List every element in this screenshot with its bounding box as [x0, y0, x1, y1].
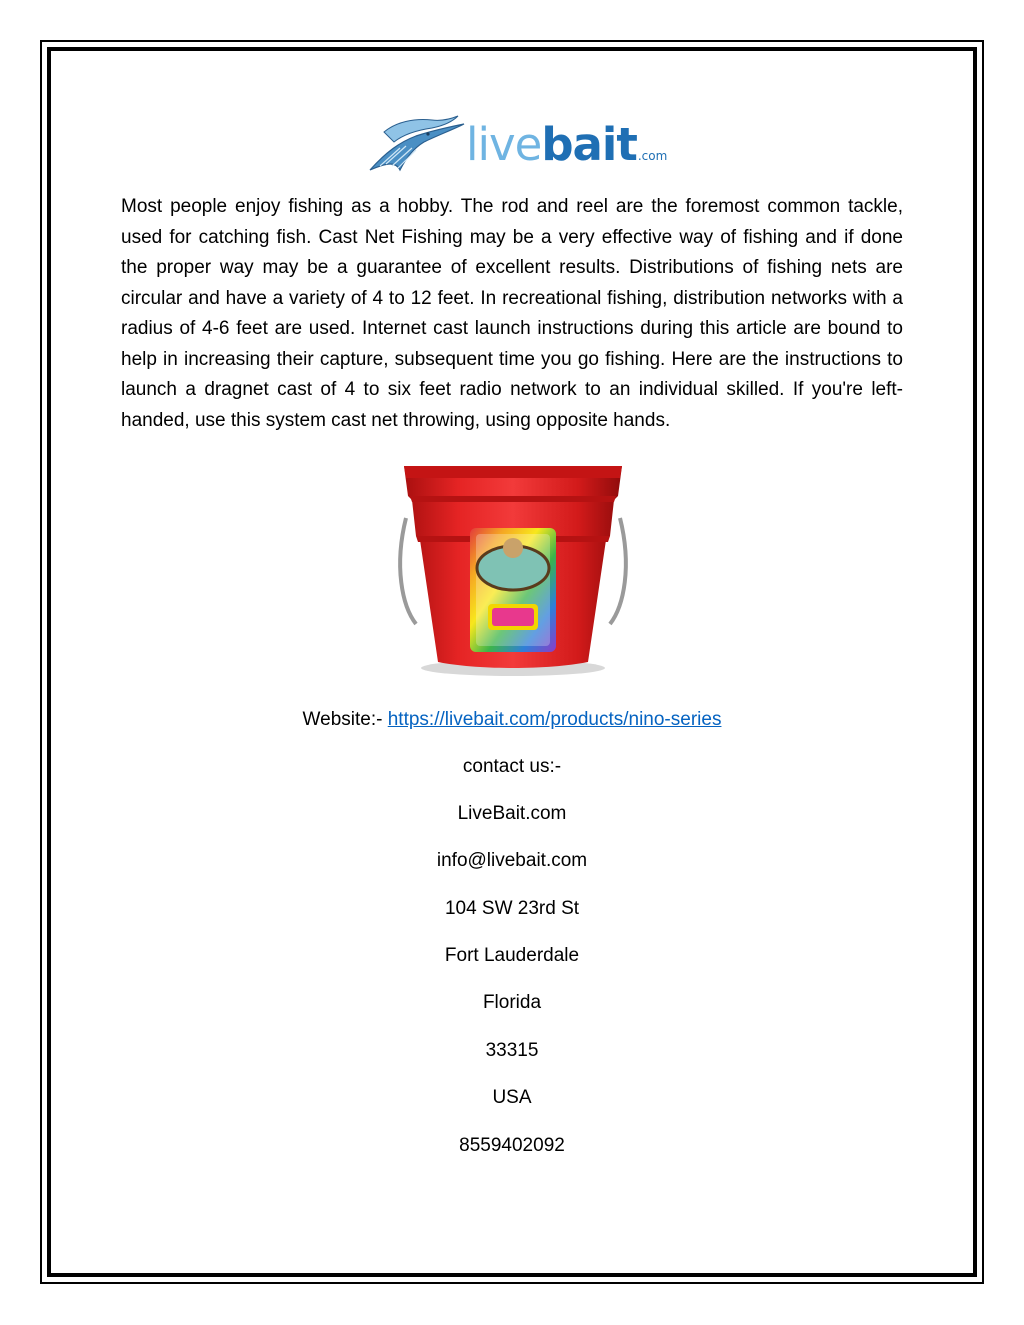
website-line: [0, 707, 1024, 733]
pelican-bird-icon: [366, 112, 466, 176]
red-bucket-image: [388, 456, 638, 681]
website-link[interactable]: https://livebait.com/products/nino-series: [387, 709, 722, 730]
livebait-logo: [366, 112, 668, 176]
email-address: info@livebait.com: [436, 850, 588, 871]
country: USA: [492, 1087, 532, 1108]
website-label: Website:-: [302, 709, 388, 730]
company-name: LiveBait.com: [457, 803, 567, 824]
street-address: 104 SW 23rd St: [444, 898, 580, 919]
logo-text-bait: bait: [541, 118, 637, 171]
zip-code: 33315: [485, 1040, 539, 1061]
phone-number: 8559402092: [459, 1135, 565, 1156]
contact-label: contact us:-: [462, 756, 562, 777]
logo-wordmark: [466, 116, 667, 176]
logo-text-live: live: [466, 118, 542, 171]
city: Fort Lauderdale: [444, 945, 580, 966]
article-paragraph: Most people enjoy fishing as a hobby. The rod and reel are the foremost common tackle, used for catching fish. Cast Net Fishing may be a very effective way of fishing and if done the proper way may be a guarantee of excellent results. Distributions of fishing nets are circular and have a variety of 4 to 12 feet. In recreational fishing, distribution networks with a radius of 4-6 feet are used. Internet cast launch instructions during this article are bound to help in increasing their capture, subsequent time you go fishing. Here are the instructions to launch a dragnet cast of 4 to six feet radio network to an individual skilled. If you're left-handed, use this system cast net throwing, using opposite hands.: [121, 196, 903, 431]
logo-text-com: .com: [637, 149, 668, 163]
state: Florida: [482, 992, 542, 1013]
